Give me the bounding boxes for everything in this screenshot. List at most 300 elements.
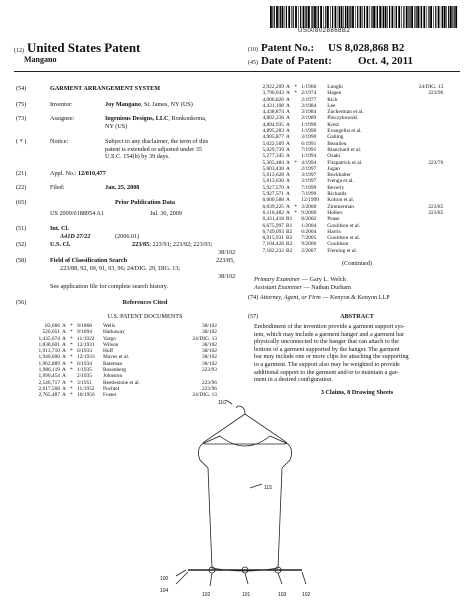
prior-pub-number: US 2009/0188954 A1 [50,210,104,217]
reference-cell: Wells [103,323,116,329]
filed-date: Jan. 25, 2008 [105,184,140,191]
reference-cell: Rosenberg [103,367,126,374]
barcode-bar [306,6,307,28]
reference-cell: 6/1933 [77,348,92,355]
barcode-bar [332,6,333,28]
reference-cell: Blanchard et al. [327,146,362,153]
int-cl-version: (2006.01) [115,233,140,240]
figure-reference-numeral: 102 [202,592,211,598]
barcode-bar [349,6,350,28]
reference-cell: B2 [286,247,293,254]
reference-cell: 2/1997 [301,165,317,172]
barcode-bar [446,6,447,28]
barcode-bar [362,6,363,28]
reference-cell: 4,905,877 [262,134,284,141]
field-73-code: (73) [16,115,27,122]
reference-cell: Harris [327,228,341,235]
reference-cell: Pease [327,216,340,223]
reference-cell: Vargo [103,335,116,342]
reference-cell: A [286,121,290,128]
reference-cell: 9/1868 [77,323,92,329]
attorney: (74) Attorney, Agent, or Firm — Kenyon & Kenyon LLP [248,294,390,301]
filed-label: Filed: [50,184,65,191]
reference-cell: * [70,385,73,392]
reference-cell: B1 [286,222,293,229]
barcode-bar [347,6,349,28]
reference-cell: Jugan [327,165,340,172]
reference-cell: A [286,109,290,116]
barcode-bar [303,6,305,28]
reference-cell: 6,116,482 [262,209,284,216]
reference-cell: 7/1999 [301,191,317,198]
barcode-bar [417,6,419,28]
reference-cell: 2,546,717 [38,379,60,386]
reference-cell: * [294,159,297,166]
references-table-right [254,84,445,254]
field-58-code: (58) [16,257,27,264]
barcode-bar [430,6,432,28]
reference-cell: A [286,165,290,172]
reference-cell: 2/1935 [77,373,92,380]
barcode-bar [284,6,285,28]
barcode-bar [327,6,329,28]
barcode-bar [305,6,306,28]
reference-cell: A [62,348,66,355]
reference-cell: Kolton et al. [327,197,355,204]
reference-cell: 1,962,889 [38,360,60,367]
reference-cell: Pinczykowski [327,115,358,122]
barcode-bar [286,6,287,28]
barcode-bar [338,6,339,28]
reference-cell: 1/1935 [77,367,92,374]
barcode-bar [420,6,421,28]
barcode-bar [450,6,452,28]
reference-cell: 1,838,601 [38,341,60,348]
reference-cell: * [70,379,73,386]
reference-cell: * [294,90,297,97]
field-56-code: (56) [16,299,27,306]
reference-cell: 3/1997 [301,178,317,185]
barcode-bar [427,6,428,28]
barcode-bar [385,6,387,28]
reference-cell: 5,927,570 [262,184,284,191]
notice-text: Subject to any disclaimer, the term of this patent is extended or adjusted under 35 U.S.C. 154(b) by 39 days. [105,138,209,161]
barcode-bar [288,6,290,28]
abstract-title: ABSTRACT [340,313,374,320]
barcode-bar [423,6,425,28]
reference-cell: Holber [327,209,343,216]
reference-cell: A [62,379,66,386]
field-52-code: (52) [16,241,27,248]
reference-cell: A [286,134,290,141]
barcode-bar [345,6,346,28]
reference-cell: B2 [286,228,293,235]
field-51-code: (51) [16,225,27,232]
barcode-bar [403,6,404,28]
reference-cell: 4/1994 [301,159,317,166]
reference-cell: A [286,172,290,179]
reference-cell: A [286,191,290,198]
reference-cell: 6,915,931 [262,235,284,242]
hanger-body [203,414,286,444]
reference-cell: 5,305,484 [262,159,284,166]
barcode-bar [370,6,371,28]
figure-reference-numeral: 102 [302,592,311,598]
reference-cell: A [62,373,66,380]
reference-cell: 10/1956 [77,392,95,399]
reference-cell: A [62,392,66,399]
reference-cell: 2/1984 [301,102,317,109]
reference-cell: 5,029,739 [262,146,284,153]
barcode-bar [355,6,356,28]
barcode-bar [395,6,396,28]
patent-type-title: (12) United States Patent [14,40,141,55]
barcode-bar [293,6,294,28]
barcode-bar [279,6,280,28]
reference-cell: 2/1974 [301,90,317,97]
reference-cell: 3/2000 [301,203,317,210]
figure-reference-numeral: 100 [160,576,169,582]
reference-cell: Beetlestone et al. [103,379,140,386]
reference-cell: 12/1931 [77,341,95,348]
reference-cell: 2,765,487 [38,392,60,399]
reference-cell: Johnston [103,373,123,380]
reference-cell: A [286,90,290,97]
reference-cell: * [294,203,297,210]
continued-note: (Continued) [342,260,372,267]
barcode-bar [311,6,312,28]
us-docs-title: U.S. PATENT DOCUMENTS [107,313,183,320]
reference-cell: 4,438,874 [262,109,284,116]
reference-cell: A [286,84,290,90]
reference-cell: * [70,335,73,342]
reference-cell: A [286,115,290,122]
reference-cell: 223/85 [428,203,444,210]
reference-cell: A [62,329,66,336]
reference-cell: B1 [286,216,293,223]
reference-cell: 7/2005 [301,235,317,242]
reference-cell [407,248,445,254]
barcode-bar [382,6,383,28]
reference-cell: A [62,323,66,329]
reference-cell: 4,895,283 [262,128,284,135]
reference-cell [294,248,301,254]
barcode-bar [343,6,344,28]
reference-cell: 526,651 [42,329,60,336]
barcode-bar [444,6,446,28]
barcode-bar [387,6,388,28]
references-title: References Cited [122,299,168,306]
reference-cell: 3/1997 [301,172,317,179]
barcode-bar [421,6,422,28]
reference-cell: 38/102 [202,348,217,355]
reference-cell: 4,431,108 [262,102,284,109]
notice-label: Notice: [50,138,69,145]
reference-cell: 24/DIG. 13 [192,335,217,342]
barcode-bar [325,6,326,28]
abstract-code: (57) [248,313,259,320]
reference-cell: Gatling [327,134,344,141]
reference-cell: Richards [327,191,347,198]
hanger-hook [236,406,245,414]
reference-cell: Bateman [103,360,123,367]
field-21-code: (21) [16,170,27,177]
field-22-code: (22) [16,184,27,191]
barcode-bar [352,6,354,28]
reference-cell: 38/102 [202,341,217,348]
reference-cell: 5,603,438 [262,165,284,172]
reference-cell: 1/2004 [301,222,317,229]
abstract-line: physically unconnected to the hanger that can attach to the [254,338,399,346]
reference-cell: Fitzpatrick et al. [327,159,363,166]
barcode-bar [441,6,442,28]
reference-cell: 38/102 [202,329,217,336]
reference-row [254,248,445,254]
barcode-bar [272,6,273,28]
barcode-bar [323,6,324,28]
field-search-value-3: 38/102 [218,273,236,280]
reference-cell: 4,802,238 [262,115,284,122]
barcode-bar [392,6,394,28]
field-search-label: Field of Classification Search [50,257,128,264]
barcode-bar [373,6,375,28]
reference-cell: B2 [286,241,293,248]
reference-cell: 3/1951 [77,379,92,386]
reference-cell: A [286,128,290,135]
reference-cell: Wilson [103,341,119,348]
barcode-bar [409,6,410,28]
abstract-line: tem, which may include a garment hanger and a garment bar [254,330,404,338]
reference-cell: 223/93 [202,367,217,374]
reference-cell: A [286,96,290,103]
abstract-line: Embodiment of the invention provide a garment support sys- [254,323,405,330]
reference-cell: * [70,354,73,361]
reference-cell: 1,990,454 [38,373,60,380]
barcode-bar [335,6,337,28]
inventor-label: Inventor: [50,101,73,108]
abstract-line: bottom of a garment supported by the hanger. The garment [254,345,400,353]
barcode-bar [350,6,351,28]
barcode-bar [433,6,434,28]
reference-cell: A [62,360,66,367]
barcode-bar [314,6,316,28]
barcode-bar [317,6,318,28]
reference-cell: 6,039,225 [262,203,284,210]
reference-cell: 223/96 [428,90,444,97]
barcode-bar [408,6,409,28]
reference-cell: 82,666 [45,323,60,329]
reference-cell: * [70,392,73,399]
barcode-bar [320,6,322,28]
invention-title: GARMENT ARRANGEMENT SYSTEM [50,85,161,92]
reference-cell: 1,940,600 [38,354,60,361]
field-75-code: (75) [16,101,27,108]
figure-reference-numeral: 110 [218,400,226,406]
reference-cell: * [70,323,73,329]
barcode-bar [435,6,436,28]
barcode-bar [364,6,365,28]
reference-cell: 9/2000 [301,209,317,216]
reference-cell: 2/1977 [301,96,317,103]
field-54: (54) [16,85,27,92]
barcode-bar [383,6,384,28]
reference-cell: A [62,335,66,342]
reference-cell: Pochtel [103,385,120,392]
reference-cell: A [62,341,66,348]
reference-cell: B2 [286,235,293,242]
barcode-bar [270,6,272,28]
reference-cell: 6,749,093 [262,228,284,235]
barcode-bar [377,6,378,28]
reference-cell: 6,675,997 [262,222,284,229]
reference-cell: 5,613,630 [262,178,284,185]
reference-cell: 1/1990 [301,128,317,135]
barcode-bar [454,6,455,28]
reference-cell: Lee [327,102,336,109]
reference-cell: * [294,84,297,90]
reference-cell: 6/1991 [301,140,317,147]
reference-cell: A [286,102,290,109]
barcode-bar [379,6,381,28]
barcode-bar [414,6,415,28]
barcode-bar [416,6,417,28]
reference-cell: Maves et al. [103,354,130,361]
prior-pub-title: Prior Publication Data [114,199,176,206]
barcode-bar [360,6,362,28]
field-65-code: (65) [16,199,27,206]
reference-cell: Huff [103,348,114,355]
barcode-bar [312,6,313,28]
reference-cell: 4,894,935 [262,121,284,128]
reference-cell: 5,277,345 [262,153,284,160]
reference-cell: Zuckerman et al. [327,109,364,116]
barcode-bar [401,6,402,28]
reference-cell: 38/102 [202,360,217,367]
figure-reference-numeral: 115 [264,485,272,491]
reference-cell: 1,435,674 [38,335,60,342]
barcode-bar [318,6,319,28]
reference-cell: A [286,146,290,153]
reference-cell: 6/2004 [301,228,317,235]
reference-cell: Longhi [327,84,343,90]
reference-cell: 7/1999 [301,184,317,191]
reference-cell: 11/1952 [77,385,95,392]
primary-examiner: Primary Examiner — Gary L. Welch [254,276,346,283]
barcode-bar [371,6,372,28]
barcode-bar [291,6,292,28]
barcode-bar [280,6,281,28]
reference-cell: 11/1922 [77,335,95,342]
reference-cell: 38/102 [202,354,217,361]
assignee-value: Ingenious Designs, LLC, Ronkonkoma, NY (US) [105,115,207,130]
reference-cell: 7/1991 [301,146,317,153]
figure-reference-numeral: 101 [242,592,251,598]
barcode-bar [308,6,310,28]
reference-cell: * [70,367,73,374]
us-cl-label: U.S. Cl. [50,241,71,248]
reference-cell: 24/DIG. 13 [192,392,217,399]
reference-cell: 38/102 [202,323,217,329]
reference-cell: 2,922,209 [262,84,284,90]
reference-cell: 223/85 [428,209,444,216]
field-search-value-2: 223/88, 92, 69, 91, 93, 96; 24/DIG. 29, DIG. 13; [60,265,181,272]
reference-cell: * [70,341,73,348]
reference-cell: A [286,153,290,160]
reference-cell: A [286,140,290,147]
reference-cell: A [286,159,290,166]
reference-cell: Beaulieu [327,140,347,147]
reference-cell: 1,913,710 [38,348,60,355]
barcode-bar [298,6,299,28]
reference-cell: Zimmerman [327,203,354,210]
search-history-note: See application file for complete search history. [50,283,168,290]
reference-cell: 12/1933 [77,354,95,361]
patent-number: (10) Patent No.: US 8,028,868 B2 [248,42,405,54]
reference-cell: * [70,360,73,367]
barcode-bar [300,6,301,28]
us-cl-value-2: 38/102 [218,249,236,256]
reference-cell: 7,182,232 [262,247,284,254]
reference-cell: 223/70 [428,159,444,166]
barcode-bar [406,6,408,28]
reference-cell: Gouldson et al. [327,222,361,229]
inventor-short: Mangano [24,55,57,64]
garment-outline [198,436,291,571]
reference-cell: Gouldson [327,241,349,248]
reference-cell: 1,986,119 [38,367,60,374]
barcode-bar [341,6,343,28]
barcode-bar [428,6,429,28]
barcode-bar [330,6,331,28]
reference-cell: Buckhalter [327,172,351,179]
reference-cell: 6/1934 [77,360,92,367]
reference-cell: * [70,348,73,355]
barcode-bar [282,6,284,28]
figure-reference-numeral: 103 [278,592,287,598]
reference-cell: 3/1984 [301,109,317,116]
barcode-bar [366,6,368,28]
reference-cell: A [286,178,290,185]
int-cl-class: A41D 27/22 [60,233,91,240]
reference-cell: 4,006,826 [262,96,284,103]
reference-cell: A [286,203,290,210]
notice-code: ( * ) [16,138,27,145]
prior-pub-date: Jul. 30, 2009 [150,210,182,217]
reference-cell: 12/1999 [301,197,319,204]
reference-cell: 2/2007 [301,247,317,254]
us-cl-value: 223/85; 223/91; 223/92; 223/93; [132,241,213,248]
reference-cell: 2,617,568 [38,385,60,392]
barcode-bar [438,6,440,28]
barcode-bar [376,6,377,28]
reference-cell: Fleming et al. [327,247,358,254]
abstract-line: bar may include one or more clips for attaching the supporting [254,353,409,361]
reference-cell: * [294,209,297,216]
reference-cell: A [286,197,290,204]
int-cl-label: Int. Cl. [50,225,69,232]
reference-cell: A [62,354,66,361]
reference-cell: Ivenga et al. [327,178,354,185]
reference-cell: 24/DIG. 13 [418,84,444,90]
reference-cell: Foster [103,392,117,399]
reference-cell: 6,000,588 [262,197,284,204]
patent-date: (45) Date of Patent: Oct. 4, 2011 [248,55,413,67]
barcode-bar [339,6,340,28]
barcode-bar [389,6,390,28]
claims-sheets: 3 Claims, 8 Drawing Sheets [320,389,394,396]
barcode-bar [411,6,413,28]
reference-cell: 1/1960 [301,84,317,90]
